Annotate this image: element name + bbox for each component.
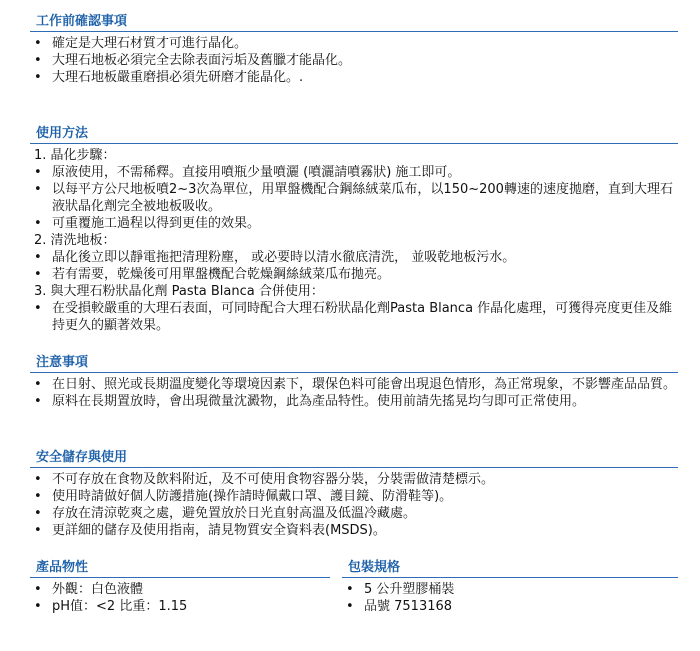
section-title-properties: 產品物性 [30,556,330,578]
step-heading: 1. 晶化步驟： [34,148,116,163]
list-item: • 5 公升塑膠桶裝 [342,581,678,598]
bullet-icon: • [34,70,42,85]
list-item: • 確定是大理石材質才可進行晶化。 [30,35,678,52]
section-usage [30,122,678,334]
section-title-usage: 使用方法 [30,122,678,144]
bullet-icon: • [34,267,42,282]
bullet-icon: • [34,36,42,51]
bullet-icon: • [34,165,42,180]
bullet-icon: • [34,377,42,392]
section-title-notes: 注意事項 [30,351,678,373]
section-pre-check [30,10,678,86]
bullet-icon: • [346,582,354,597]
list-item: • 若有需要，乾燥後可用單盤機配合乾燥鋼絲絨菜瓜布拋亮。 [30,266,678,283]
usage-body [30,144,678,334]
list-item: • 在日射、照光或長期溫度變化等環境因素下，環保色料可能會出現退色情形，為正常現象，不影響產品品質。 [30,376,678,393]
bullet-icon: • [34,472,42,487]
packaging-list [342,578,678,615]
section-title-storage: 安全儲存與使用 [30,446,678,468]
list-item: • 以每平方公尺地板噴2~3次為單位，用單盤機配合鋼絲絨菜瓜布，以150~200轉速的速度拋磨，直到大理石液狀晶化劑完全被地板吸收。 [30,181,678,215]
pre-check-list [30,32,678,86]
list-item: • 晶化後立即以靜電拖把清理粉塵， 或必要時以清水徹底清洗， 並吸乾地板污水。 [30,249,678,266]
section-title-packaging: 包裝規格 [342,556,678,578]
list-item: • 不可存放在食物及飲料附近，及不可使用食物容器分裝，分裝需做清楚標示。 [30,471,678,488]
list-item: • 大理石地板必須完全去除表面污垢及舊臘才能晶化。 [30,52,678,69]
bullet-icon: • [34,216,42,231]
list-item: • 大理石地板嚴重磨損必須先研磨才能晶化。. [30,69,678,86]
notes-list [30,373,678,410]
bullet-icon: • [34,301,42,316]
step2-list [30,249,678,283]
list-item: • pH值：<2 比重：1.15 [30,598,330,615]
list-item: • 品號 7513168 [342,598,678,615]
step3-list [30,300,678,334]
section-properties [30,556,330,615]
section-storage [30,446,678,539]
step1-list [30,164,678,232]
bullet-icon: • [34,394,42,409]
list-item: • 原液使用，不需稀釋。直接用噴瓶少量噴灑 (噴灑請噴霧狀) 施工即可。 [30,164,678,181]
storage-list [30,468,678,539]
list-item: • 在受損較嚴重的大理石表面，可同時配合大理石粉狀晶化劑Pasta Blanca 作晶化處理，可獲得亮度更佳及維持更久的顯著效果。 [30,300,678,334]
bullet-icon: • [34,582,42,597]
bullet-icon: • [34,182,42,197]
list-item: • 原料在長期置放時，會出現微量沈澱物，此為產品特性。使用前請先搖晃均勻即可正常使用。 [30,393,678,410]
bullet-icon: • [34,523,42,538]
bullet-icon: • [34,599,42,614]
section-notes [30,351,678,410]
bullet-icon: • [34,53,42,68]
list-item: • 外觀：白色液體 [30,581,330,598]
section-packaging [342,556,678,615]
bullet-icon: • [34,250,42,265]
bullet-icon: • [346,599,354,614]
properties-list [30,578,330,615]
step-heading: 3. 與大理石粉狀晶化劑 Pasta Blanca 合併使用： [34,284,324,299]
bullet-icon: • [34,506,42,521]
list-item: • 更詳細的儲存及使用指南，請見物質安全資料表(MSDS)。 [30,522,678,539]
list-item: • 使用時請做好個人防護措施(操作請時佩戴口罩、護目鏡、防滑鞋等)。 [30,488,678,505]
list-item: • 可重覆施工過程以得到更佳的效果。 [30,215,678,232]
step-heading: 2. 清洗地板： [34,233,116,248]
list-item: • 存放在清涼乾爽之處，避免置放於日光直射高溫及低溫冷藏處。 [30,505,678,522]
bullet-icon: • [34,489,42,504]
section-title-pre-check: 工作前確認事項 [30,10,678,32]
